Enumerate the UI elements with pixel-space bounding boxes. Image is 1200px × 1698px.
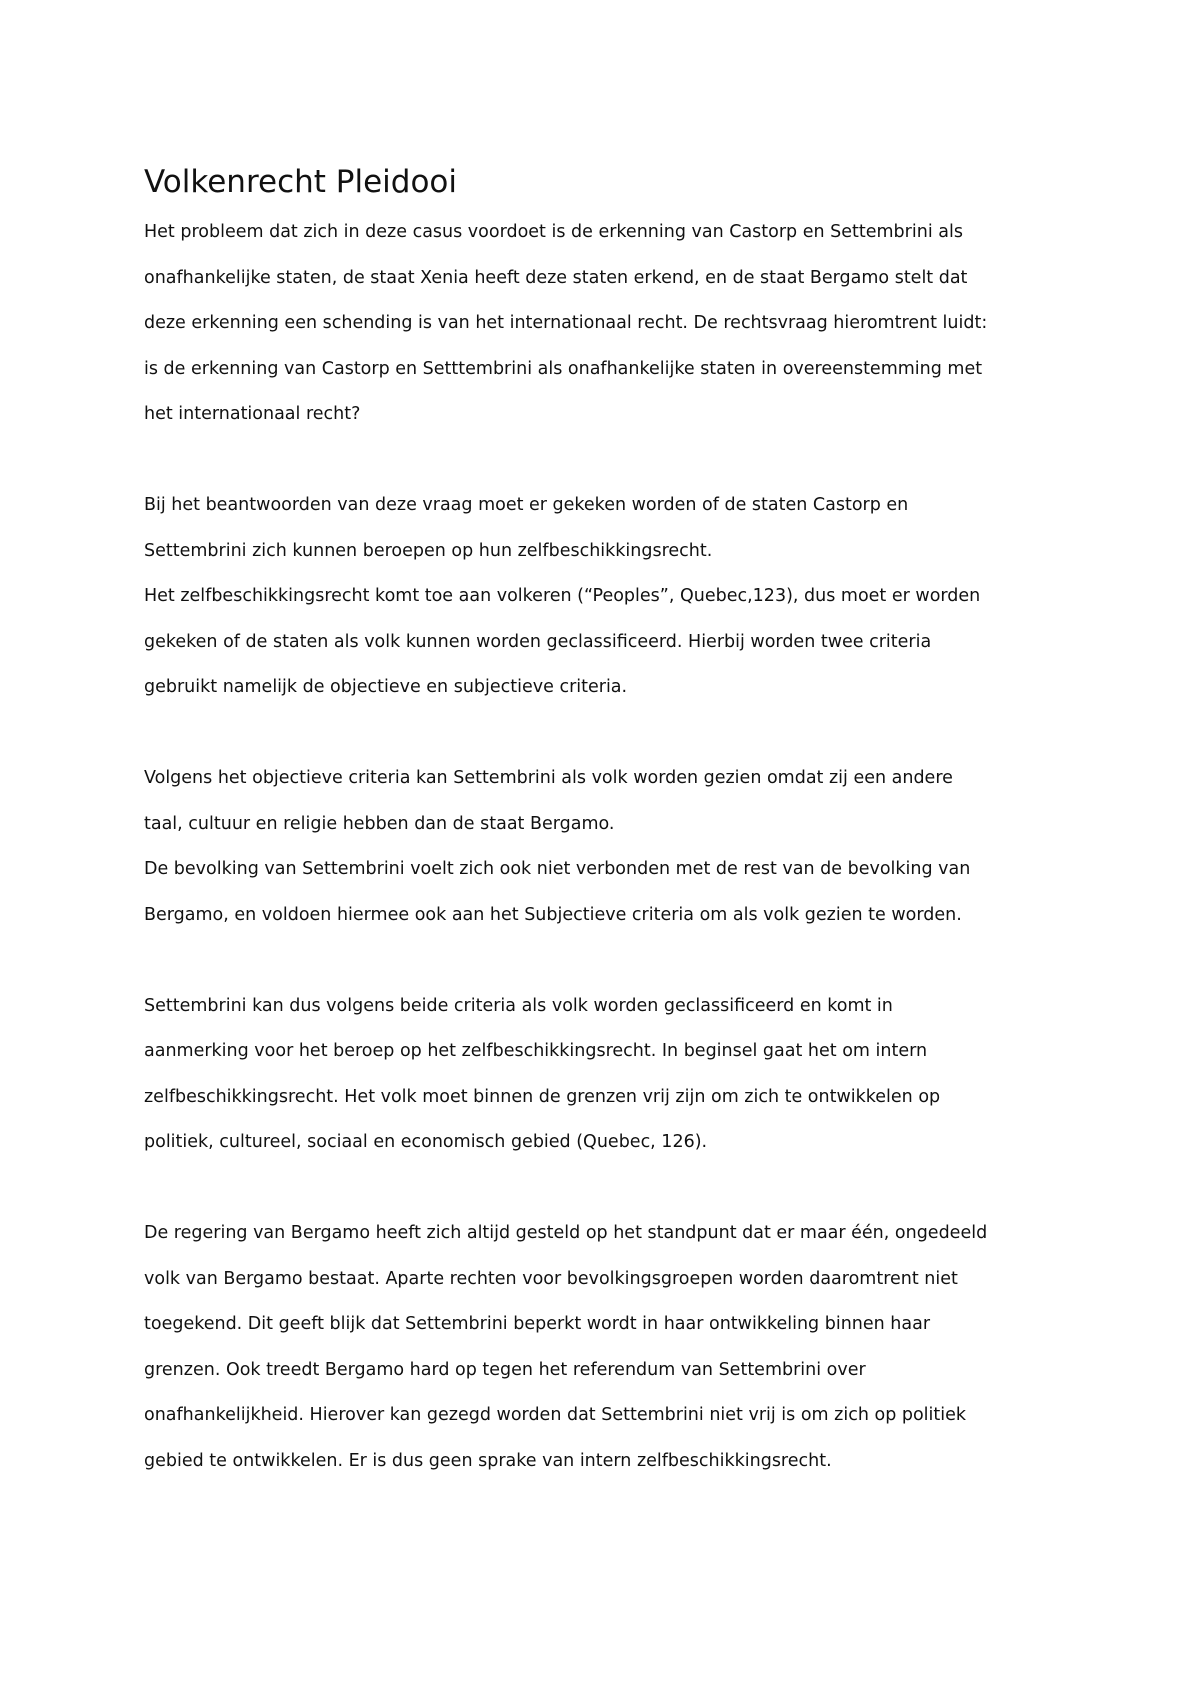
paragraph-spacer — [144, 938, 994, 984]
paragraph-spacer — [144, 1166, 994, 1212]
paragraph-peoples-criteria: Het zelfbeschikkingsrecht komt toe aan volkeren (“Peoples”, Quebec,123), dus moet er worden gekeken of de staten als volk kunnen worden geclassificeerd. Hierbij worden twee criteria gebruikt namelijk de objectieve en subjectieve criteria. — [144, 586, 981, 697]
paragraph-internal-self-determination: Settembrini kan dus volgens beide criteria als volk worden geclassificeerd en komt in aanmerking voor het beroep op het zelfbeschikkingsrecht. In beginsel gaat het om intern zelfbeschikkingsrecht. Het volk moet binnen de grenzen vrij zijn om zich te ontwikkelen op politiek, cultureel, sociaal en economisch gebied (Quebec, 126). — [144, 995, 941, 1152]
paragraph-objective-criteria: Volgens het objectieve criteria kan Settembrini als volk worden gezien omdat zij een andere taal, cultuur en religie hebben dan de staat Bergamo. — [144, 768, 953, 834]
paragraph-spacer — [144, 438, 994, 484]
paragraph-subjective-criteria: De bevolking van Settembrini voelt zich ook niet verbonden met de rest van de bevolking van Bergamo, en voldoen hiermee ook aan het Subjectieve criteria om als volk gezien te worden. — [144, 859, 971, 925]
paragraph-spacer — [144, 711, 994, 757]
document-title: Volkenrecht Pleidooi — [144, 164, 457, 200]
paragraph-self-determination-question: Bij het beantwoorden van deze vraag moet er gekeken worden of de staten Castorp en Settembrini zich kunnen beroepen op hun zelfbeschikkingsrecht. — [144, 495, 909, 561]
document-page — [144, 160, 994, 1484]
paragraph-problem-statement: Het probleem dat zich in deze casus voordoet is de erkenning van Castorp en Settembrini als onafhankelijke staten, de staat Xenia heeft deze staten erkend, en de staat Bergamo stelt dat deze erkenning een schending is van het internationaal recht. De rechtsvraag hieromtrent luidt: is de erkenning van Castorp en Setttembrini als onafhankelijke staten in overeenstemming met het internationaal recht? — [144, 222, 988, 424]
paragraph-bergamo-government: De regering van Bergamo heeft zich altijd gesteld op het standpunt dat er maar één, ongedeeld volk van Bergamo bestaat. Aparte rechten voor bevolkingsgroepen worden daaromtrent niet toegekend. Dit geeft blijk dat Settembrini beperkt wordt in haar ontwikkeling binnen haar grenzen. Ook treedt Bergamo hard op tegen het referendum van Settembrini over onafhankelijkheid. Hierover kan gezegd worden dat Settembrini niet vrij is om zich op politiek gebied te ontwikkelen. Er is dus geen sprake van intern zelfbeschikkingsrecht. — [144, 1223, 988, 1471]
